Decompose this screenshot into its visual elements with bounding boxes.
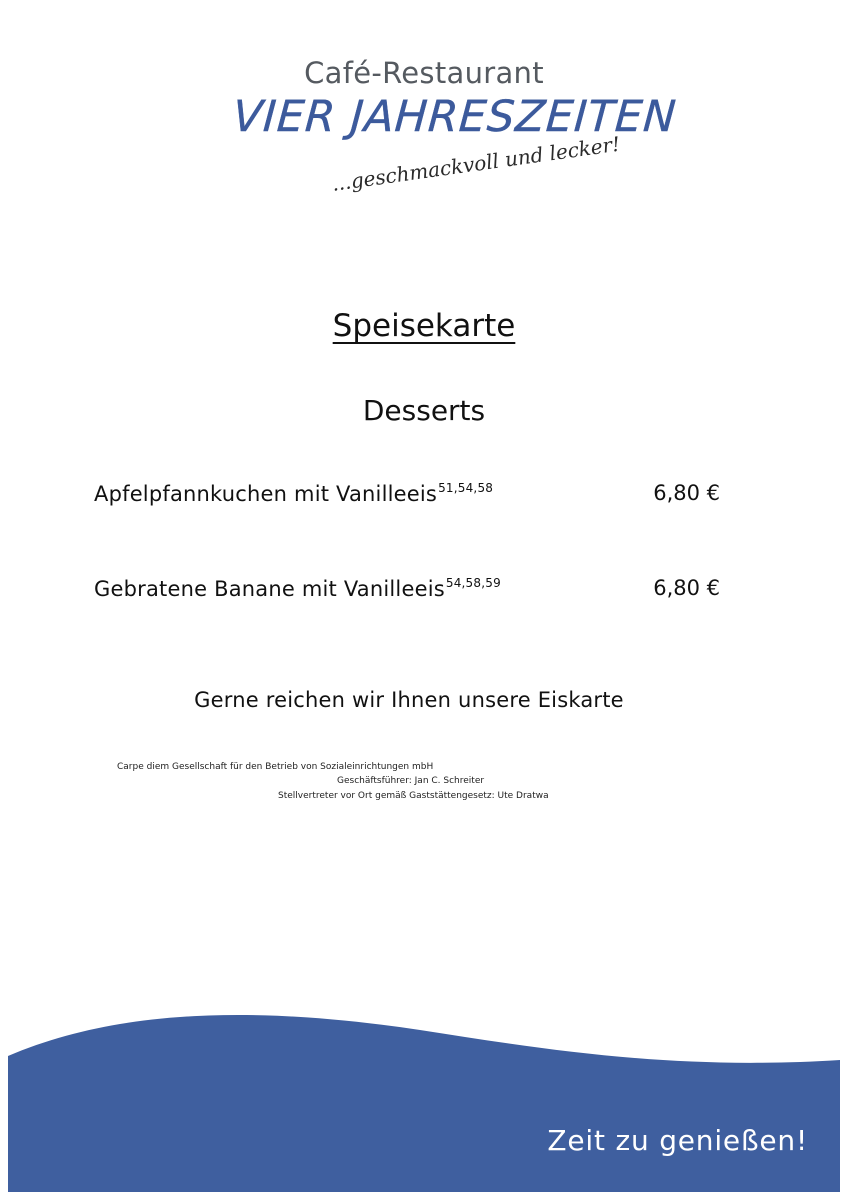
footer-slogan: Zeit zu genießen!	[547, 1124, 808, 1157]
menu-item-price: 6,80 €	[653, 576, 720, 600]
section-title-desserts: Desserts	[362, 394, 486, 427]
logo-restaurant-name: VIER JAHRESZEITEN	[231, 92, 679, 142]
imprint-manager: Geschäftsführer: Jan C. Schreiter	[337, 776, 485, 786]
allergen-codes: 51,54,58	[438, 481, 494, 495]
footer-wave	[0, 1000, 848, 1200]
allergen-codes: 54,58,59	[445, 576, 501, 590]
imprint-company: Carpe diem Gesellschaft für den Betrieb von Sozialeinrichtungen mbH	[117, 762, 434, 772]
menu-item-name	[94, 576, 501, 601]
logo-subtitle: Café-Restaurant	[304, 56, 544, 90]
logo-tagline: ...geschmackvoll und lecker!	[330, 131, 622, 196]
imprint-deputy: Stellvertreter vor Ort gemäß Gaststättengesetz: Ute Dratwa	[278, 791, 549, 801]
menu-item-price: 6,80 €	[653, 481, 720, 505]
menu-title-text: Speisekarte	[332, 308, 516, 344]
ice-cream-menu-note: Gerne reichen wir Ihnen unsere Eiskarte	[194, 688, 624, 712]
menu-item-label: Apfelpfannkuchen mit Vanilleeis	[94, 482, 438, 506]
menu-item-name	[94, 481, 493, 506]
footer-wave-shape	[8, 1015, 840, 1192]
menu-item-label: Gebratene Banane mit Vanilleeis	[94, 577, 445, 601]
menu-title	[0, 308, 848, 344]
